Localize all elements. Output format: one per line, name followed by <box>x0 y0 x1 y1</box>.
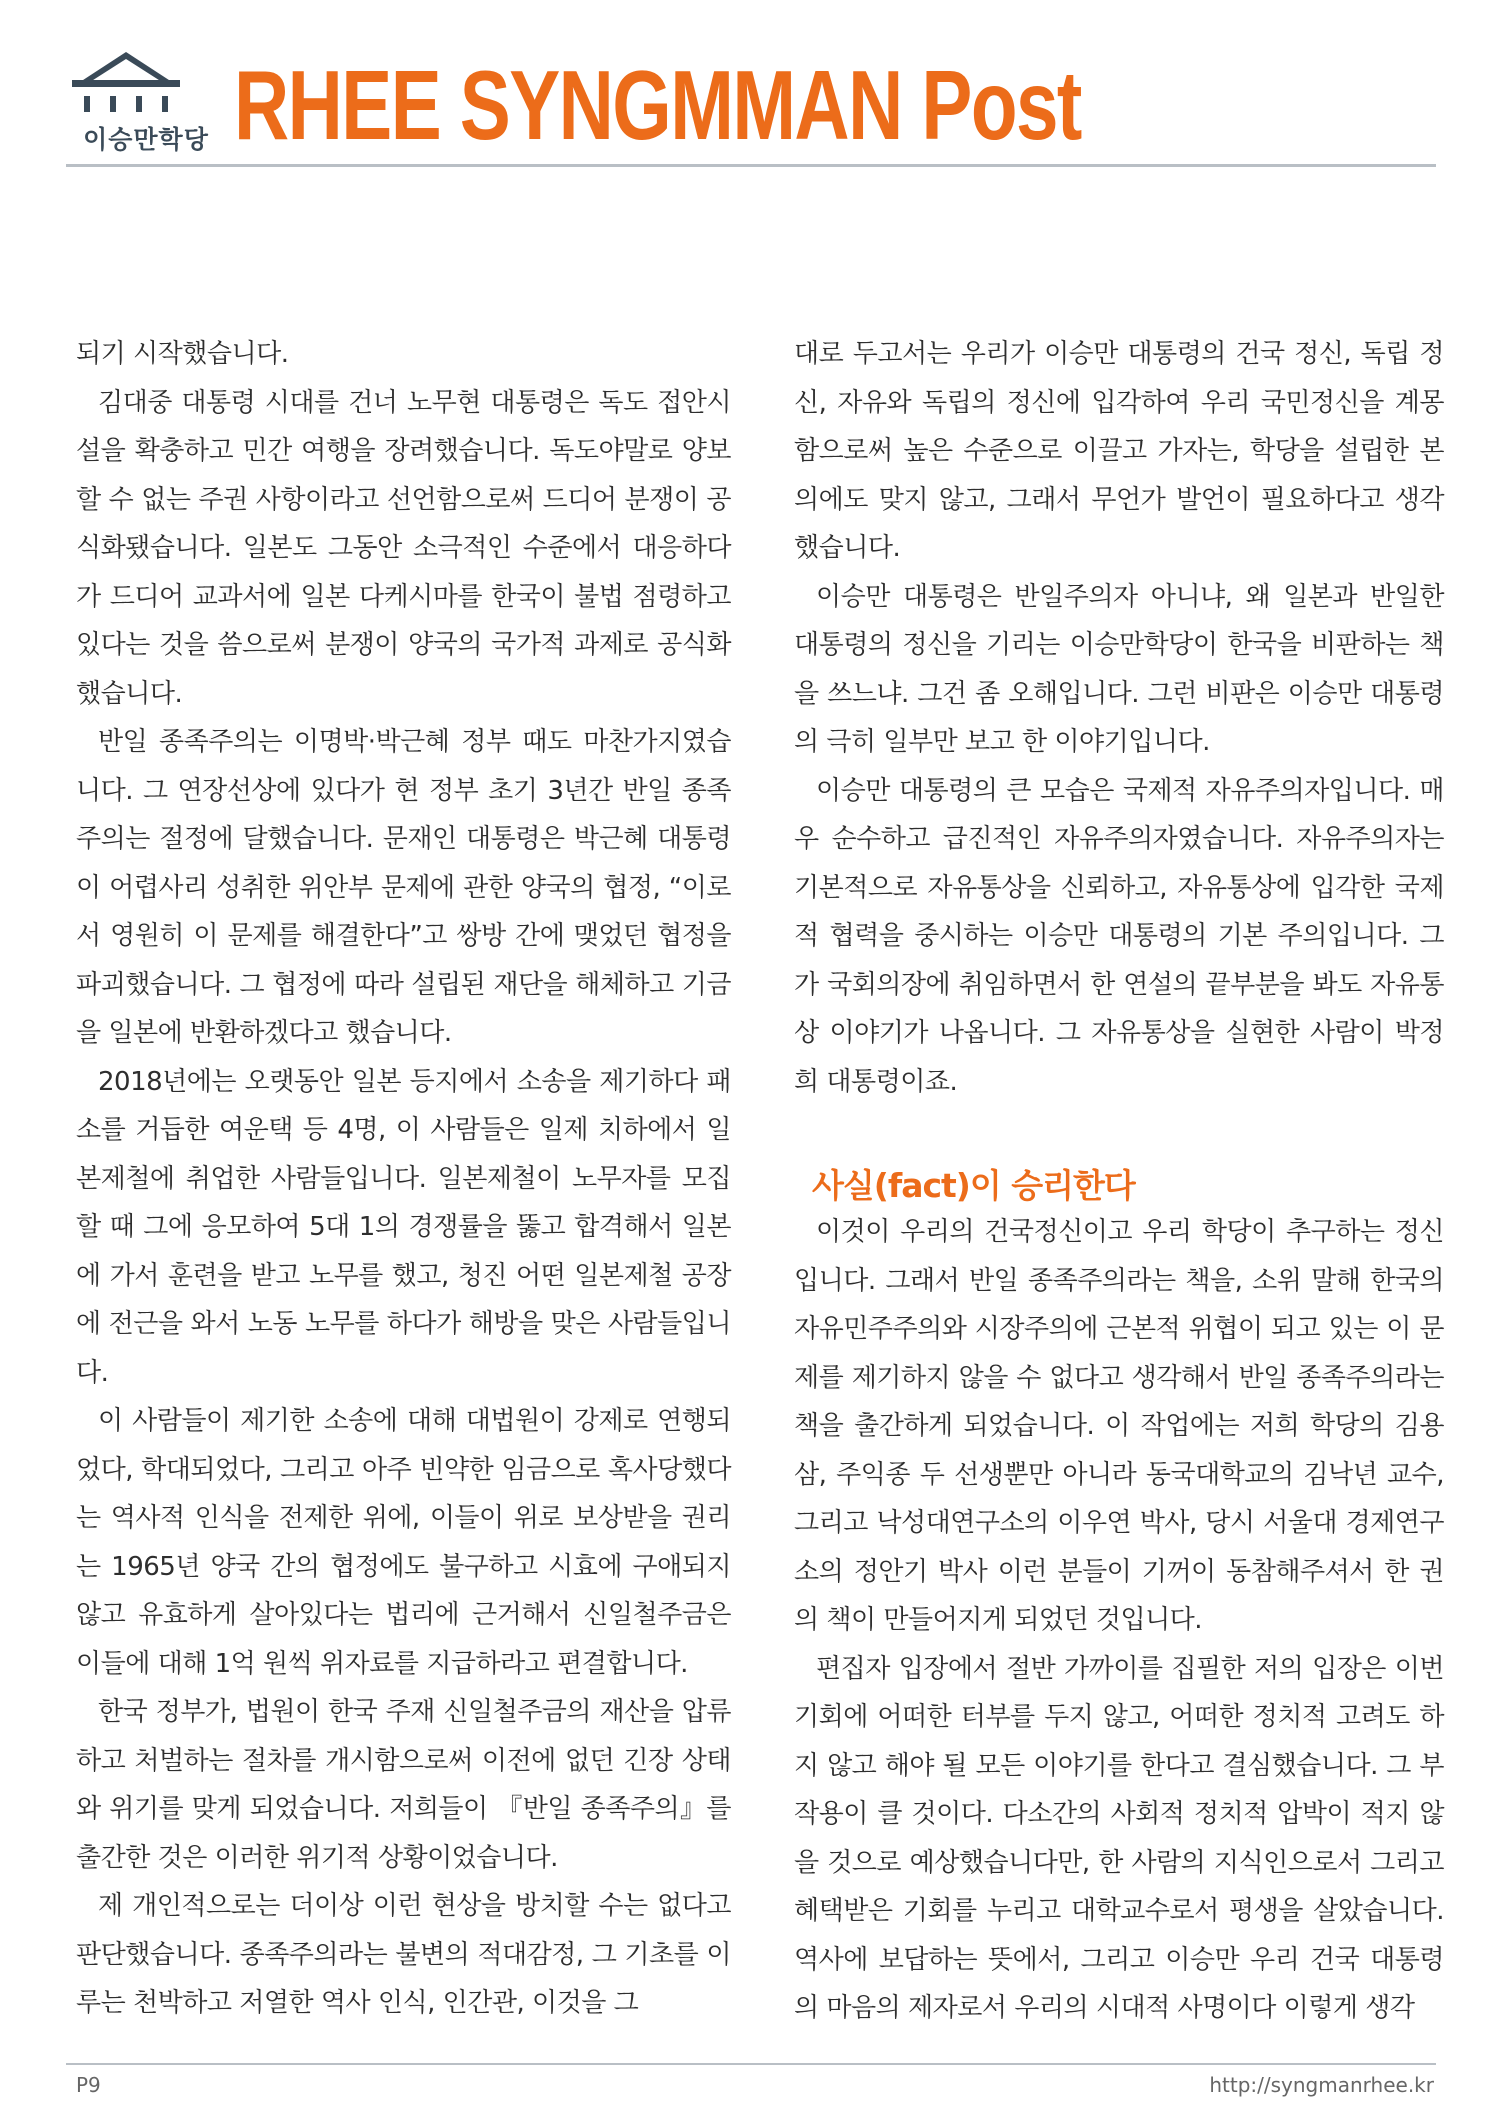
paragraph: 되기 시작했습니다. <box>76 339 289 369</box>
left-column <box>76 330 731 2028</box>
page-number: P9 <box>76 2073 101 2097</box>
footer-divider <box>66 2063 1436 2065</box>
logo-text: 이승만학당 <box>83 125 209 154</box>
right-column-part2 <box>794 1208 1444 2033</box>
header-divider <box>66 164 1436 167</box>
paragraph: 한국 정부가, 법원이 한국 주재 신일철주금의 재산을 압류하고 처벌하는 절차를 개시함으로써 이전에 없던 긴장 상태와 위기를 맞게 되었습니다. 저희들이 『반일 종족주의』를 출간한 것은 이러한 위기적 상황이었습니다. <box>76 1697 731 1873</box>
section-subheading: 사실(fact)이 승리한다 <box>812 1166 1135 1205</box>
paragraph: 이것이 우리의 건국정신이고 우리 학당이 추구하는 정신입니다. 그래서 반일 종족주의라는 책을, 소위 말해 한국의 자유민주주의와 시장주의에 근본적 위협이 되고 있는 이 문제를 제기하지 않을 수 없다고 생각해서 반일 종족주의라는 책을 출간하게 되었습니다. 이 작업에는 저희 학당의 김용삼, 주익종 두 선생뿐만 아니라 동국대학교의 김낙년 교수, 그리고 낙성대연구소의 이우연 박사, 당시 서울대 경제연구소의 정안기 박사 이런 분들이 기꺼이 동참해주셔서 한 권의 책이 만들어지게 되었던 것입니다. <box>794 1217 1444 1635</box>
paragraph: 이 사람들이 제기한 소송에 대해 대법원이 강제로 연행되었다, 학대되었다, 그리고 아주 빈약한 임금으로 혹사당했다는 역사적 인식을 전제한 위에, 이들이 위로 보상받을 권리는 1965년 양국 간의 협정에도 불구하고 시효에 구애되지 않고 유효하게 살아있다는 법리에 근거해서 신일철주금은 이들에 대해 1억 원씩 위자료를 지급하라고 편결합니다. <box>76 1406 731 1679</box>
paragraph: 반일 종족주의는 이명박·박근혜 정부 때도 마찬가지였습니다. 그 연장선상에 있다가 현 정부 초기 3년간 반일 종족주의는 절정에 달했습니다. 문재인 대통령은 박근혜 대통령이 어렵사리 성취한 위안부 문제에 관한 양국의 협정, “이로서 영원히 이 문제를 해결한다”고 쌍방 간에 맺었던 협정을 파괴했습니다. 그 협정에 따라 설립된 재단을 해체하고 기금을 일본에 반환하겠다고 했습니다. <box>76 727 731 1048</box>
paragraph: 김대중 대통령 시대를 건너 노무현 대통령은 독도 접안시설을 확충하고 민간 여행을 장려했습니다. 독도야말로 양보할 수 없는 주권 사항이라고 선언함으로써 드디어 분쟁이 공식화됐습니다. 일본도 그동안 소극적인 수준에서 대응하다가 드디어 교과서에 일본 다케시마를 한국이 불법 점령하고 있다는 것을 씀으로써 분쟁이 양국의 국가적 과제로 공식화했습니다. <box>76 387 731 709</box>
paragraph: 이승만 대통령은 반일주의자 아니냐, 왜 일본과 반일한 대통령의 정신을 기리는 이승만학당이 한국을 비판하는 책을 쓰느냐. 그건 좀 오해입니다. 그런 비판은 이승만 대통령의 극히 일부만 보고 한 이야기입니다. <box>794 581 1444 757</box>
paragraph: 제 개인적으로는 더이상 이런 현상을 방치할 수는 없다고 판단했습니다. 종족주의라는 불변의 적대감정, 그 기초를 이루는 천박하고 저열한 역사 인식, 인간관, 이것을 그 <box>76 1891 731 2018</box>
right-column-part1 <box>794 330 1444 1106</box>
paragraph: 2018년에는 오랫동안 일본 등지에서 소송을 제기하다 패소를 거듭한 여운택 등 4명, 이 사람들은 일제 치하에서 일본제철에 취업한 사람들입니다. 일본제철이 노무자를 모집할 때 그에 응모하여 5대 1의 경쟁률을 뚫고 합격해서 일본에 가서 훈련을 받고 노무를 했고, 청진 어떤 일본제철 공장에 전근을 와서 노동 노무를 하다가 해방을 맞은 사람들입니다. <box>76 1066 731 1388</box>
paragraph: 이승만 대통령의 큰 모습은 국제적 자유주의자입니다. 매우 순수하고 급진적인 자유주의자였습니다. 자유주의자는 기본적으로 자유통상을 신뢰하고, 자유통상에 입각한 국제적 협력을 중시하는 이승만 대통령의 기본 주의입니다. 그가 국회의장에 취임하면서 한 연설의 끝부분을 봐도 자유통상 이야기가 나옵니다. 그 자유통상을 실현한 사람이 박정희 대통령이죠. <box>794 775 1444 1097</box>
paragraph: 대로 두고서는 우리가 이승만 대통령의 건국 정신, 독립 정신, 자유와 독립의 정신에 입각하여 우리 국민정신을 계몽함으로써 높은 수준으로 이끌고 가자는, 학당을 설립한 본의에도 맞지 않고, 그래서 무언가 발언이 필요하다고 생각했습니다. <box>794 339 1444 563</box>
footer-url: http://syngmanrhee.kr <box>1209 2073 1434 2097</box>
publication-title: RHEE SYNGMMAN Post <box>234 50 1081 160</box>
paragraph: 편집자 입장에서 절반 가까이를 집필한 저의 입장은 이번 기회에 어떠한 터부를 두지 않고, 어떠한 정치적 고려도 하지 않고 해야 될 모든 이야기를 한다고 결심했습니다. 그 부작용이 클 것이다. 다소간의 사회적 정치적 압박이 적지 않을 것으로 예상했습니다만, 한 사람의 지식인으로서 그리고 혜택받은 기회를 누리고 대학교수로서 평생을 살았습니다. 역사에 보답하는 뜻에서, 그리고 이승만 우리 건국 대통령의 마음의 제자로서 우리의 시대적 사명이다 이렇게 생각 <box>794 1653 1444 2023</box>
right-column <box>794 330 1444 2033</box>
masthead <box>66 44 1436 164</box>
